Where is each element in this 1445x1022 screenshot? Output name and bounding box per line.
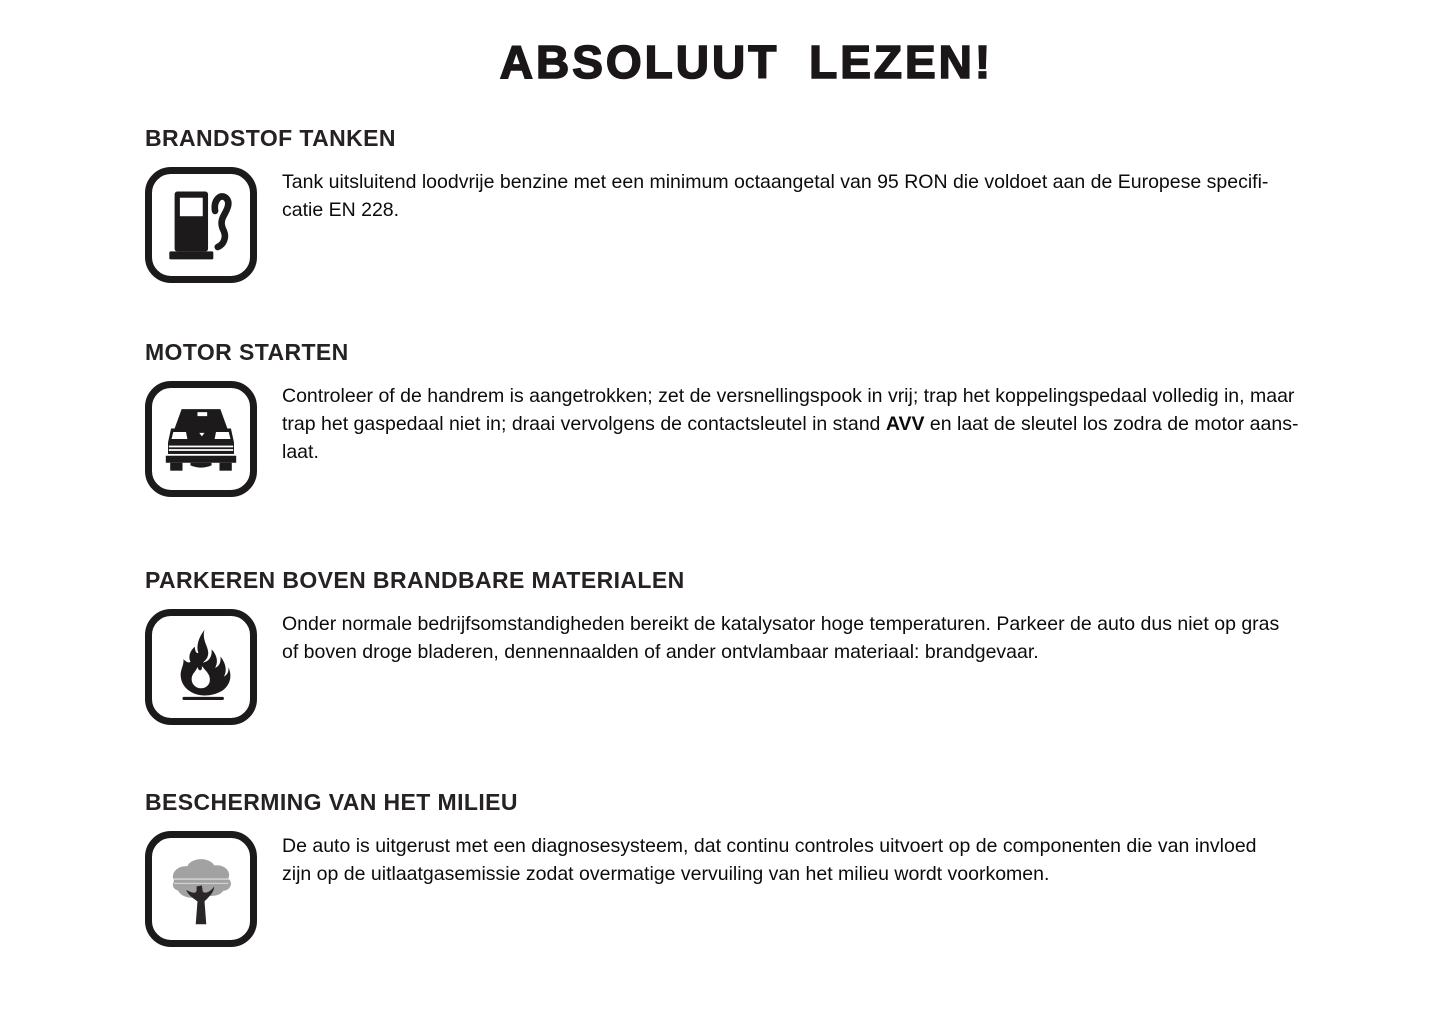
body-line	[282, 860, 1257, 888]
section-body	[282, 381, 1298, 466]
fuel-pump-icon	[145, 167, 257, 283]
section-bescherming-milieu	[145, 790, 1355, 947]
flame-icon	[145, 609, 257, 725]
body-line	[282, 438, 1298, 466]
body-text: of boven droge bladeren, dennennaalden of ander ontvlambaar materiaal: brandgevaar.	[282, 641, 1039, 663]
body-text-bold-avv: AVV	[885, 413, 925, 435]
body-text: De auto is uitgerust met een diagnosesysteem, dat continu controles uitvoert op de componenten die van invloed	[282, 835, 1257, 857]
section-body	[282, 831, 1257, 888]
body-text: Controleer of de handrem is aangetrokken; zet de versnellingspook in vrij; trap het koppelingspedaal volledig in, maar	[282, 385, 1295, 407]
section-row	[145, 609, 1355, 725]
body-line	[282, 410, 1298, 438]
section-row	[145, 831, 1355, 947]
section-row	[145, 167, 1355, 283]
section-motor-starten	[145, 340, 1355, 497]
body-text: zijn op de uitlaatgasemissie zodat overmatige vervuiling van het milieu wordt voorkomen.	[282, 863, 1050, 885]
body-line	[282, 610, 1279, 638]
section-heading: BRANDSTOF TANKEN	[145, 125, 396, 151]
body-text: laat.	[282, 441, 319, 463]
section-brandstof-tanken	[145, 126, 1355, 283]
section-heading: MOTOR STARTEN	[145, 339, 349, 365]
body-line	[282, 196, 1268, 224]
section-heading: PARKEREN BOVEN BRANDBARE MATERIALEN	[145, 567, 685, 593]
body-text: en laat de sleutel los zodra de motor aans-	[924, 413, 1299, 435]
tree-icon	[145, 831, 257, 947]
car-front-icon	[145, 381, 257, 497]
section-heading: BESCHERMING VAN HET MILIEU	[145, 789, 518, 815]
body-text: trap het gaspedaal niet in; draai vervolgens de contactsleutel in stand	[282, 413, 886, 435]
body-text: Onder normale bedrijfsomstandigheden bereikt de katalysator hoge temperaturen. Parkeer de auto dus niet op gras	[282, 613, 1280, 635]
section-body	[282, 609, 1279, 666]
body-line	[282, 168, 1268, 196]
body-line	[282, 382, 1298, 410]
body-line	[282, 638, 1279, 666]
body-line	[282, 832, 1257, 860]
body-text: catie EN 228.	[282, 199, 400, 221]
body-text: Tank uitsluitend loodvrije benzine met een minimum octaangetal van 95 RON die voldoet aan de Europese specifi-	[282, 171, 1269, 193]
section-row	[145, 381, 1355, 497]
section-body	[282, 167, 1268, 224]
page-title: ABSOLUUT LEZEN!	[499, 36, 994, 88]
section-parkeren-brandbare-materialen	[145, 568, 1355, 725]
